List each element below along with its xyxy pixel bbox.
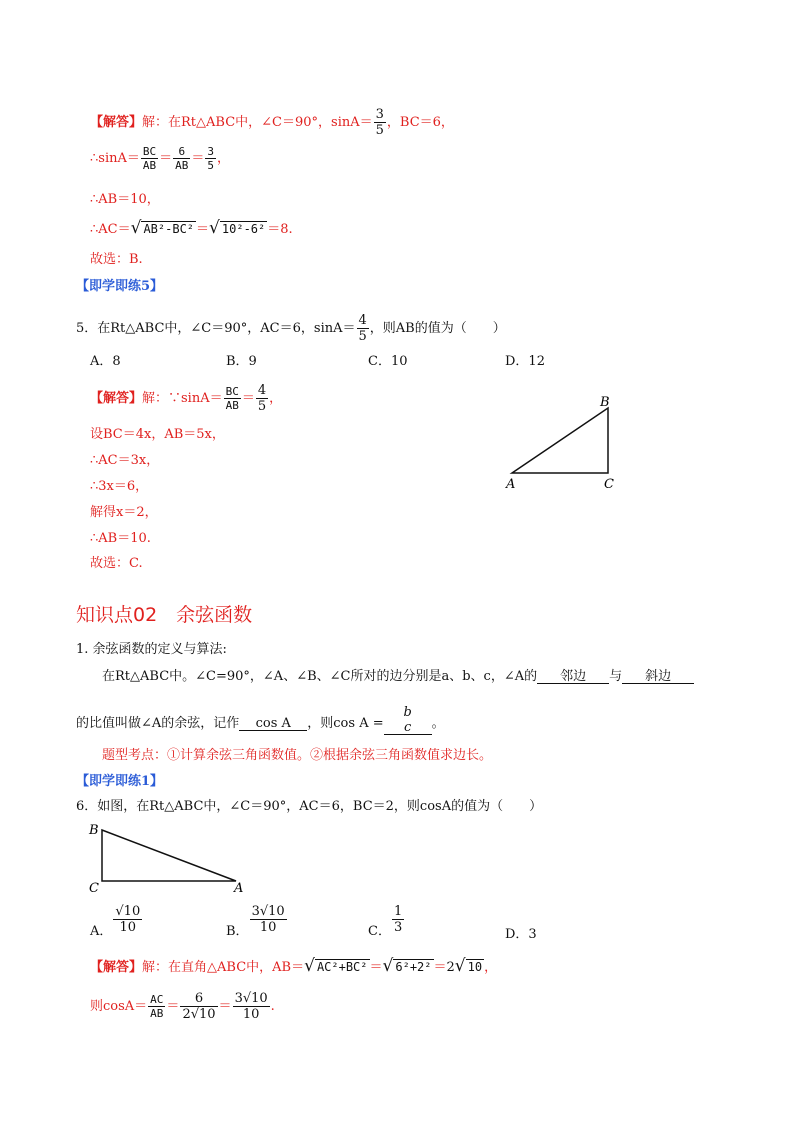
option-label: C． <box>368 924 391 939</box>
blank-cos-notation: cos A <box>239 717 307 731</box>
solution-text: 解：∵sinA＝ <box>142 391 223 406</box>
solution4-line3: ∴AB＝10， <box>90 192 160 207</box>
q5-option-b: B．9 <box>226 354 257 369</box>
practice1-heading: 【即学即练1】 <box>76 774 164 789</box>
answer-tag: 【解答】 <box>90 391 143 406</box>
definition-text: 。 <box>431 716 445 731</box>
q6-option-b <box>226 905 288 938</box>
solution-text: ， <box>269 391 283 406</box>
fraction: $\frac{3√10}{10}$ <box>234 991 268 1022</box>
sqrt-expression: √ AB²-BC² <box>130 218 195 238</box>
answer-tag: 【解答】 <box>90 960 143 975</box>
q5-solution-line7: 故选：C. <box>90 556 143 571</box>
fraction: $\frac{3}{5}$ <box>375 107 384 138</box>
definition-line3 <box>76 706 445 735</box>
definition-text: ，则cos A = <box>307 716 384 731</box>
q5-option-c: C．10 <box>368 354 408 369</box>
answer-tag: 【解答】 <box>90 115 143 130</box>
q5-solution-line2: 设BC＝4x，AB＝5x， <box>90 427 225 442</box>
vertex-label-c: C <box>604 477 614 490</box>
fraction: $\frac{√10}{10}$ <box>115 904 141 935</box>
solution-text: ∴sinA＝ <box>90 151 140 166</box>
blank-cos-ratio <box>384 706 432 735</box>
fraction: $\frac{4}{5}$ <box>358 313 367 344</box>
definition-title: 1. 余弦函数的定义与算法: <box>76 642 227 657</box>
solution-text: ，BC＝6， <box>386 115 454 130</box>
sqrt-expression: √ 6²+2² <box>382 956 432 976</box>
q5-option-a: A．8 <box>90 354 121 369</box>
solution-text: ， <box>484 960 498 975</box>
solution-text: . <box>270 999 275 1014</box>
sqrt-expression: √ AC²+BC² <box>304 956 368 976</box>
fraction: $\frac{BC}{AB}$ <box>142 145 157 172</box>
definition-text: 的比值叫做∠A的余弦，记作 <box>76 716 240 731</box>
sqrt-expression: √ 10²-6² <box>209 218 266 238</box>
solution-text: ＝8. <box>267 222 293 237</box>
fraction: $\frac{6}{AB}$ <box>175 145 189 172</box>
question-text: ，则AB的值为（ ） <box>369 321 506 336</box>
fraction: $\frac{6}{2√10}$ <box>182 991 216 1022</box>
q6-triangle-figure <box>86 818 248 894</box>
triangle-shape <box>512 408 608 473</box>
fraction: b c <box>403 705 412 735</box>
solution4-line5: 故选：B. <box>90 252 143 267</box>
q5-solution-line4: ∴3x＝6， <box>90 479 149 494</box>
solution4-line4: ∴AC＝√ AB²-BC² ＝√ 10²-6² ＝8. <box>90 218 293 238</box>
q6-solution-line2: 则cosA＝ $\frac{AC}{AB}$ ＝ $\frac{6}{2√10}$ ＝ $\frac{3√10}{10}$ . <box>90 991 275 1022</box>
blank-adjacent: 邻边 <box>537 670 609 684</box>
vertex-label-b: B <box>600 395 610 410</box>
fraction: $\frac{4}{5}$ <box>257 383 267 414</box>
section-title: 知识点02 余弦函数 <box>76 604 253 626</box>
solution4-line1 <box>90 108 454 137</box>
q5-option-d: D．12 <box>505 354 545 369</box>
solution4-line2: ∴sinA＝ $\frac{BC}{AB}$ ＝ $\frac{6}{AB}$ ＝ $\frac{3}{5}$ ， <box>90 145 231 172</box>
q5-solution-line3: ∴AC＝3x， <box>90 453 160 468</box>
q6-solution-line1: 【解答】解：在直角△ABC中，AB＝√ AC²+BC² ＝√ 6²+2² ＝2√ 10 ， <box>90 956 498 976</box>
vertex-label-a: A <box>234 881 244 894</box>
definition-text: 在Rt△ABC中。∠C=90°，∠A、∠B、∠C所对的边分别是a、b、c，∠A的 <box>102 669 538 684</box>
definition-line2 <box>102 670 694 684</box>
solution-text: 则cosA＝ <box>90 999 148 1014</box>
fraction: $\frac{1}{3}$ <box>393 904 403 935</box>
q6-option-c <box>368 905 405 938</box>
q6-option-a <box>90 905 143 938</box>
fraction: $\frac{AC}{AB}$ <box>150 993 164 1020</box>
option-label: B． <box>226 924 249 939</box>
solution-text: ∴AC＝ <box>90 222 131 237</box>
solution-text: 解：在Rt△ABC中，∠C＝90°，sinA＝ <box>142 115 373 130</box>
fraction: $\frac{BC}{AB}$ <box>225 385 239 412</box>
q6-stem: 6．如图，在Rt△ABC中，∠C＝90°，AC＝6，BC＝2，则cosA的值为（ ） <box>76 799 543 814</box>
q5-stem <box>76 314 506 343</box>
topic-tip: 题型考点：①计算余弦三角函数值。②根据余弦三角函数值求边长。 <box>102 748 493 763</box>
q5-triangle-figure <box>500 395 630 490</box>
q5-solution-line5: 解得x＝2， <box>90 505 158 520</box>
vertex-label-b: B <box>89 823 99 838</box>
solution-text: ， <box>217 151 231 166</box>
vertex-label-a: A <box>506 477 516 490</box>
triangle-shape <box>102 830 236 881</box>
definition-text: 与 <box>609 669 623 684</box>
q5-solution-line6: ∴AB＝10. <box>90 531 151 546</box>
q6-option-d: D．3 <box>505 927 537 942</box>
option-label: A． <box>90 924 113 939</box>
blank-hypotenuse: 斜边 <box>622 670 694 684</box>
solution-text: 解：在直角△ABC中，AB＝ <box>142 960 305 975</box>
practice5-heading: 【即学即练5】 <box>76 279 164 294</box>
fraction: $\frac{3}{5}$ <box>207 145 215 172</box>
vertex-label-c: C <box>89 881 99 894</box>
fraction: $\frac{3√10}{10}$ <box>251 904 285 935</box>
sqrt-expression: 2√ 10 <box>446 956 483 976</box>
q5-solution-line1: 【解答】解：∵sinA＝ $\frac{BC}{AB}$ ＝ $\frac{4}{5}$ ， <box>90 383 283 414</box>
question-text: 5．在Rt△ABC中，∠C＝90°，AC＝6，sinA＝ <box>76 321 356 336</box>
